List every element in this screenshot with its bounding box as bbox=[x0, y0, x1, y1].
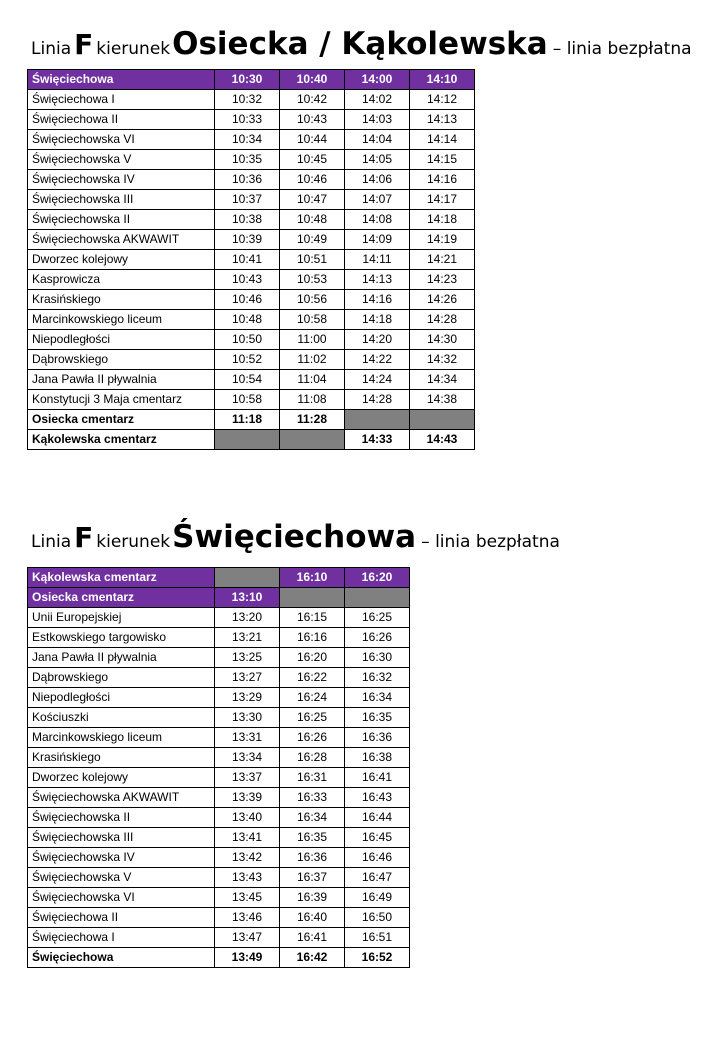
departure-time-cell: 14:05 bbox=[345, 150, 410, 170]
stop-name-cell: Estkowskiego targowisko bbox=[28, 628, 215, 648]
timetable-osiecka-kakolewska bbox=[27, 69, 475, 450]
stop-name-cell: Krasińskiego bbox=[28, 748, 215, 768]
departure-time-cell: 10:32 bbox=[215, 90, 280, 110]
stop-name-cell: Marcinkowskiego liceum bbox=[28, 310, 215, 330]
stop-name-cell: Unii Europejskiej bbox=[28, 608, 215, 628]
departure-time-cell: 14:34 bbox=[410, 370, 475, 390]
table-row bbox=[28, 568, 410, 588]
departure-time-cell: 14:16 bbox=[345, 290, 410, 310]
stop-name-cell: Święciechowska II bbox=[28, 210, 215, 230]
departure-time-cell: 16:35 bbox=[345, 708, 410, 728]
table-row bbox=[28, 430, 475, 450]
departure-time-cell: 10:35 bbox=[215, 150, 280, 170]
table-row bbox=[28, 688, 410, 708]
departure-time-cell: 13:27 bbox=[215, 668, 280, 688]
departure-time-cell: 16:33 bbox=[280, 788, 345, 808]
departure-time-cell: 13:43 bbox=[215, 868, 280, 888]
departure-time-cell: 16:16 bbox=[280, 628, 345, 648]
departure-time-cell: 14:12 bbox=[410, 90, 475, 110]
departure-time-cell: 13:10 bbox=[215, 588, 280, 608]
stop-name-cell: Dworzec kolejowy bbox=[28, 768, 215, 788]
departure-time-cell: 14:03 bbox=[345, 110, 410, 130]
table-row bbox=[28, 708, 410, 728]
stop-name-cell: Święciechowska VI bbox=[28, 130, 215, 150]
departure-time-cell: 10:48 bbox=[280, 210, 345, 230]
table-row bbox=[28, 370, 475, 390]
stop-name-cell: Kąkolewska cmentarz bbox=[28, 430, 215, 450]
departure-time-cell: 14:07 bbox=[345, 190, 410, 210]
table-row bbox=[28, 848, 410, 868]
departure-time-cell: 14:32 bbox=[410, 350, 475, 370]
table-row bbox=[28, 150, 475, 170]
stop-name-cell: Święciechowa II bbox=[28, 908, 215, 928]
departure-time-cell: 13:46 bbox=[215, 908, 280, 928]
departure-time-cell: 16:39 bbox=[280, 888, 345, 908]
table-row bbox=[28, 608, 410, 628]
title-prefix: Linia bbox=[31, 532, 72, 552]
table-row bbox=[28, 648, 410, 668]
departure-time-cell: 10:37 bbox=[215, 190, 280, 210]
departure-time-cell: 10:54 bbox=[215, 370, 280, 390]
stop-name-cell: Jana Pawła II pływalnia bbox=[28, 648, 215, 668]
table-row bbox=[28, 728, 410, 748]
departure-time-cell: 10:51 bbox=[280, 250, 345, 270]
departure-time-cell: 13:39 bbox=[215, 788, 280, 808]
departure-time-cell: 14:17 bbox=[410, 190, 475, 210]
stop-name-cell: Święciechowa I bbox=[28, 928, 215, 948]
table-row bbox=[28, 928, 410, 948]
title-direction-word: kierunek bbox=[96, 532, 171, 552]
departure-time-cell: 11:18 bbox=[215, 410, 280, 430]
stop-name-cell: Kasprowicza bbox=[28, 270, 215, 290]
timetable-swieciechowa bbox=[27, 567, 410, 968]
departure-time-cell: 10:41 bbox=[215, 250, 280, 270]
departure-time-cell: 16:26 bbox=[345, 628, 410, 648]
title-destination: Osiecka / Kąkolewska bbox=[172, 26, 548, 62]
stop-name-cell: Święciechowska IV bbox=[28, 170, 215, 190]
departure-time-cell: 14:14 bbox=[410, 130, 475, 150]
departure-time-cell: 10:49 bbox=[280, 230, 345, 250]
departure-time-cell: 16:43 bbox=[345, 788, 410, 808]
departure-time-cell: 14:11 bbox=[345, 250, 410, 270]
departure-time-cell: 16:45 bbox=[345, 828, 410, 848]
departure-time-cell: 10:52 bbox=[215, 350, 280, 370]
departure-time-cell: 14:04 bbox=[345, 130, 410, 150]
departure-time-cell: 16:52 bbox=[345, 948, 410, 968]
title-destination: Święciechowa bbox=[172, 519, 417, 555]
line-letter: F bbox=[74, 28, 94, 61]
departure-time-cell: 10:30 bbox=[215, 70, 280, 90]
departure-time-cell: 10:58 bbox=[215, 390, 280, 410]
departure-time-cell: 16:10 bbox=[280, 568, 345, 588]
empty-time-cell bbox=[345, 410, 410, 430]
departure-time-cell: 16:26 bbox=[280, 728, 345, 748]
stop-name-cell: Niepodległości bbox=[28, 330, 215, 350]
stop-name-cell: Krasińskiego bbox=[28, 290, 215, 310]
departure-time-cell: 13:34 bbox=[215, 748, 280, 768]
table-row bbox=[28, 350, 475, 370]
departure-time-cell: 16:22 bbox=[280, 668, 345, 688]
departure-time-cell: 16:47 bbox=[345, 868, 410, 888]
departure-time-cell: 16:41 bbox=[345, 768, 410, 788]
departure-time-cell: 14:18 bbox=[345, 310, 410, 330]
departure-time-cell: 13:49 bbox=[215, 948, 280, 968]
stop-name-cell: Święciechowska VI bbox=[28, 888, 215, 908]
departure-time-cell: 10:46 bbox=[215, 290, 280, 310]
departure-time-cell: 14:21 bbox=[410, 250, 475, 270]
departure-time-cell: 16:20 bbox=[345, 568, 410, 588]
departure-time-cell: 16:31 bbox=[280, 768, 345, 788]
table-row bbox=[28, 768, 410, 788]
departure-time-cell: 14:10 bbox=[410, 70, 475, 90]
table-row bbox=[28, 290, 475, 310]
table-row bbox=[28, 588, 410, 608]
table-row bbox=[28, 390, 475, 410]
departure-time-cell: 16:38 bbox=[345, 748, 410, 768]
departure-time-cell: 10:48 bbox=[215, 310, 280, 330]
departure-time-cell: 11:28 bbox=[280, 410, 345, 430]
departure-time-cell: 10:33 bbox=[215, 110, 280, 130]
departure-time-cell: 14:02 bbox=[345, 90, 410, 110]
stop-name-cell: Osiecka cmentarz bbox=[28, 588, 215, 608]
departure-time-cell: 14:15 bbox=[410, 150, 475, 170]
departure-time-cell: 16:34 bbox=[345, 688, 410, 708]
empty-time-cell bbox=[280, 588, 345, 608]
departure-time-cell: 11:00 bbox=[280, 330, 345, 350]
stop-name-cell: Święciechowa II bbox=[28, 110, 215, 130]
departure-time-cell: 13:31 bbox=[215, 728, 280, 748]
stop-name-cell: Święciechowa I bbox=[28, 90, 215, 110]
stop-name-cell: Konstytucji 3 Maja cmentarz bbox=[28, 390, 215, 410]
stop-name-cell: Święciechowska IV bbox=[28, 848, 215, 868]
departure-time-cell: 16:46 bbox=[345, 848, 410, 868]
empty-time-cell bbox=[215, 568, 280, 588]
stop-name-cell: Święciechowska III bbox=[28, 190, 215, 210]
departure-time-cell: 10:45 bbox=[280, 150, 345, 170]
departure-time-cell: 14:13 bbox=[345, 270, 410, 290]
departure-time-cell: 16:51 bbox=[345, 928, 410, 948]
table-row bbox=[28, 808, 410, 828]
departure-time-cell: 14:23 bbox=[410, 270, 475, 290]
departure-time-cell: 16:34 bbox=[280, 808, 345, 828]
departure-time-cell: 14:30 bbox=[410, 330, 475, 350]
departure-time-cell: 13:30 bbox=[215, 708, 280, 728]
departure-time-cell: 10:46 bbox=[280, 170, 345, 190]
table-row bbox=[28, 748, 410, 768]
empty-time-cell bbox=[280, 430, 345, 450]
stop-name-cell: Święciechowa bbox=[28, 948, 215, 968]
departure-time-cell: 13:20 bbox=[215, 608, 280, 628]
departure-time-cell: 10:38 bbox=[215, 210, 280, 230]
empty-time-cell bbox=[215, 430, 280, 450]
departure-time-cell: 16:44 bbox=[345, 808, 410, 828]
departure-time-cell: 14:09 bbox=[345, 230, 410, 250]
stop-name-cell: Osiecka cmentarz bbox=[28, 410, 215, 430]
departure-time-cell: 10:36 bbox=[215, 170, 280, 190]
departure-time-cell: 14:22 bbox=[345, 350, 410, 370]
title-suffix: – linia bezpłatna bbox=[552, 39, 692, 59]
departure-time-cell: 10:44 bbox=[280, 130, 345, 150]
table-row bbox=[28, 908, 410, 928]
stop-name-cell: Święciechowska II bbox=[28, 808, 215, 828]
table-row bbox=[28, 230, 475, 250]
departure-time-cell: 13:21 bbox=[215, 628, 280, 648]
departure-time-cell: 10:43 bbox=[215, 270, 280, 290]
table-row bbox=[28, 110, 475, 130]
departure-time-cell: 16:25 bbox=[280, 708, 345, 728]
stop-name-cell: Jana Pawła II pływalnia bbox=[28, 370, 215, 390]
stop-name-cell: Święciechowska AKWAWIT bbox=[28, 788, 215, 808]
stop-name-cell: Kąkolewska cmentarz bbox=[28, 568, 215, 588]
departure-time-cell: 16:20 bbox=[280, 648, 345, 668]
table-row bbox=[28, 628, 410, 648]
departure-time-cell: 11:04 bbox=[280, 370, 345, 390]
timetable-title-swieciechowa bbox=[31, 519, 560, 555]
departure-time-cell: 11:08 bbox=[280, 390, 345, 410]
table-row bbox=[28, 828, 410, 848]
departure-time-cell: 10:34 bbox=[215, 130, 280, 150]
departure-time-cell: 16:28 bbox=[280, 748, 345, 768]
stop-name-cell: Święciechowska III bbox=[28, 828, 215, 848]
departure-time-cell: 10:47 bbox=[280, 190, 345, 210]
departure-time-cell: 16:42 bbox=[280, 948, 345, 968]
departure-time-cell: 10:58 bbox=[280, 310, 345, 330]
departure-time-cell: 14:28 bbox=[410, 310, 475, 330]
table-row bbox=[28, 668, 410, 688]
departure-time-cell: 13:25 bbox=[215, 648, 280, 668]
table-row bbox=[28, 250, 475, 270]
departure-time-cell: 14:26 bbox=[410, 290, 475, 310]
title-prefix: Linia bbox=[31, 39, 72, 59]
departure-time-cell: 14:13 bbox=[410, 110, 475, 130]
departure-time-cell: 14:19 bbox=[410, 230, 475, 250]
table-row bbox=[28, 130, 475, 150]
table-row bbox=[28, 170, 475, 190]
departure-time-cell: 14:20 bbox=[345, 330, 410, 350]
departure-time-cell: 16:32 bbox=[345, 668, 410, 688]
departure-time-cell: 14:00 bbox=[345, 70, 410, 90]
departure-time-cell: 16:30 bbox=[345, 648, 410, 668]
departure-time-cell: 14:38 bbox=[410, 390, 475, 410]
stop-name-cell: Święciechowska V bbox=[28, 868, 215, 888]
table-row bbox=[28, 190, 475, 210]
departure-time-cell: 13:41 bbox=[215, 828, 280, 848]
departure-time-cell: 14:28 bbox=[345, 390, 410, 410]
departure-time-cell: 10:50 bbox=[215, 330, 280, 350]
empty-time-cell bbox=[410, 410, 475, 430]
stop-name-cell: Niepodległości bbox=[28, 688, 215, 708]
departure-time-cell: 13:29 bbox=[215, 688, 280, 708]
departure-time-cell: 14:08 bbox=[345, 210, 410, 230]
departure-time-cell: 13:37 bbox=[215, 768, 280, 788]
departure-time-cell: 10:43 bbox=[280, 110, 345, 130]
departure-time-cell: 13:42 bbox=[215, 848, 280, 868]
stop-name-cell: Dąbrowskiego bbox=[28, 350, 215, 370]
table-row bbox=[28, 410, 475, 430]
departure-time-cell: 16:36 bbox=[345, 728, 410, 748]
stop-name-cell: Święciechowa bbox=[28, 70, 215, 90]
departure-time-cell: 16:40 bbox=[280, 908, 345, 928]
departure-time-cell: 14:33 bbox=[345, 430, 410, 450]
line-letter: F bbox=[74, 521, 94, 554]
table-row bbox=[28, 330, 475, 350]
stop-name-cell: Święciechowska V bbox=[28, 150, 215, 170]
departure-time-cell: 10:40 bbox=[280, 70, 345, 90]
departure-time-cell: 10:42 bbox=[280, 90, 345, 110]
departure-time-cell: 10:53 bbox=[280, 270, 345, 290]
stop-name-cell: Święciechowska AKWAWIT bbox=[28, 230, 215, 250]
timetable-title-osiecka-kakolewska bbox=[31, 26, 692, 62]
departure-time-cell: 14:06 bbox=[345, 170, 410, 190]
table-row bbox=[28, 310, 475, 330]
title-suffix: – linia bezpłatna bbox=[421, 532, 560, 552]
empty-time-cell bbox=[345, 588, 410, 608]
table-row bbox=[28, 888, 410, 908]
departure-time-cell: 14:43 bbox=[410, 430, 475, 450]
departure-time-cell: 16:50 bbox=[345, 908, 410, 928]
stop-name-cell: Kościuszki bbox=[28, 708, 215, 728]
table-row bbox=[28, 270, 475, 290]
departure-time-cell: 11:02 bbox=[280, 350, 345, 370]
stop-name-cell: Dąbrowskiego bbox=[28, 668, 215, 688]
departure-time-cell: 16:15 bbox=[280, 608, 345, 628]
departure-time-cell: 10:39 bbox=[215, 230, 280, 250]
table-row bbox=[28, 210, 475, 230]
departure-time-cell: 16:24 bbox=[280, 688, 345, 708]
departure-time-cell: 16:25 bbox=[345, 608, 410, 628]
departure-time-cell: 13:47 bbox=[215, 928, 280, 948]
title-direction-word: kierunek bbox=[96, 39, 171, 59]
departure-time-cell: 13:40 bbox=[215, 808, 280, 828]
departure-time-cell: 14:16 bbox=[410, 170, 475, 190]
table-row bbox=[28, 948, 410, 968]
stop-name-cell: Marcinkowskiego liceum bbox=[28, 728, 215, 748]
table-row bbox=[28, 70, 475, 90]
stop-name-cell: Dworzec kolejowy bbox=[28, 250, 215, 270]
departure-time-cell: 16:36 bbox=[280, 848, 345, 868]
table-row bbox=[28, 868, 410, 888]
departure-time-cell: 16:35 bbox=[280, 828, 345, 848]
departure-time-cell: 14:18 bbox=[410, 210, 475, 230]
table-row bbox=[28, 788, 410, 808]
departure-time-cell: 10:56 bbox=[280, 290, 345, 310]
departure-time-cell: 14:24 bbox=[345, 370, 410, 390]
departure-time-cell: 16:49 bbox=[345, 888, 410, 908]
departure-time-cell: 16:41 bbox=[280, 928, 345, 948]
departure-time-cell: 13:45 bbox=[215, 888, 280, 908]
departure-time-cell: 16:37 bbox=[280, 868, 345, 888]
table-row bbox=[28, 90, 475, 110]
